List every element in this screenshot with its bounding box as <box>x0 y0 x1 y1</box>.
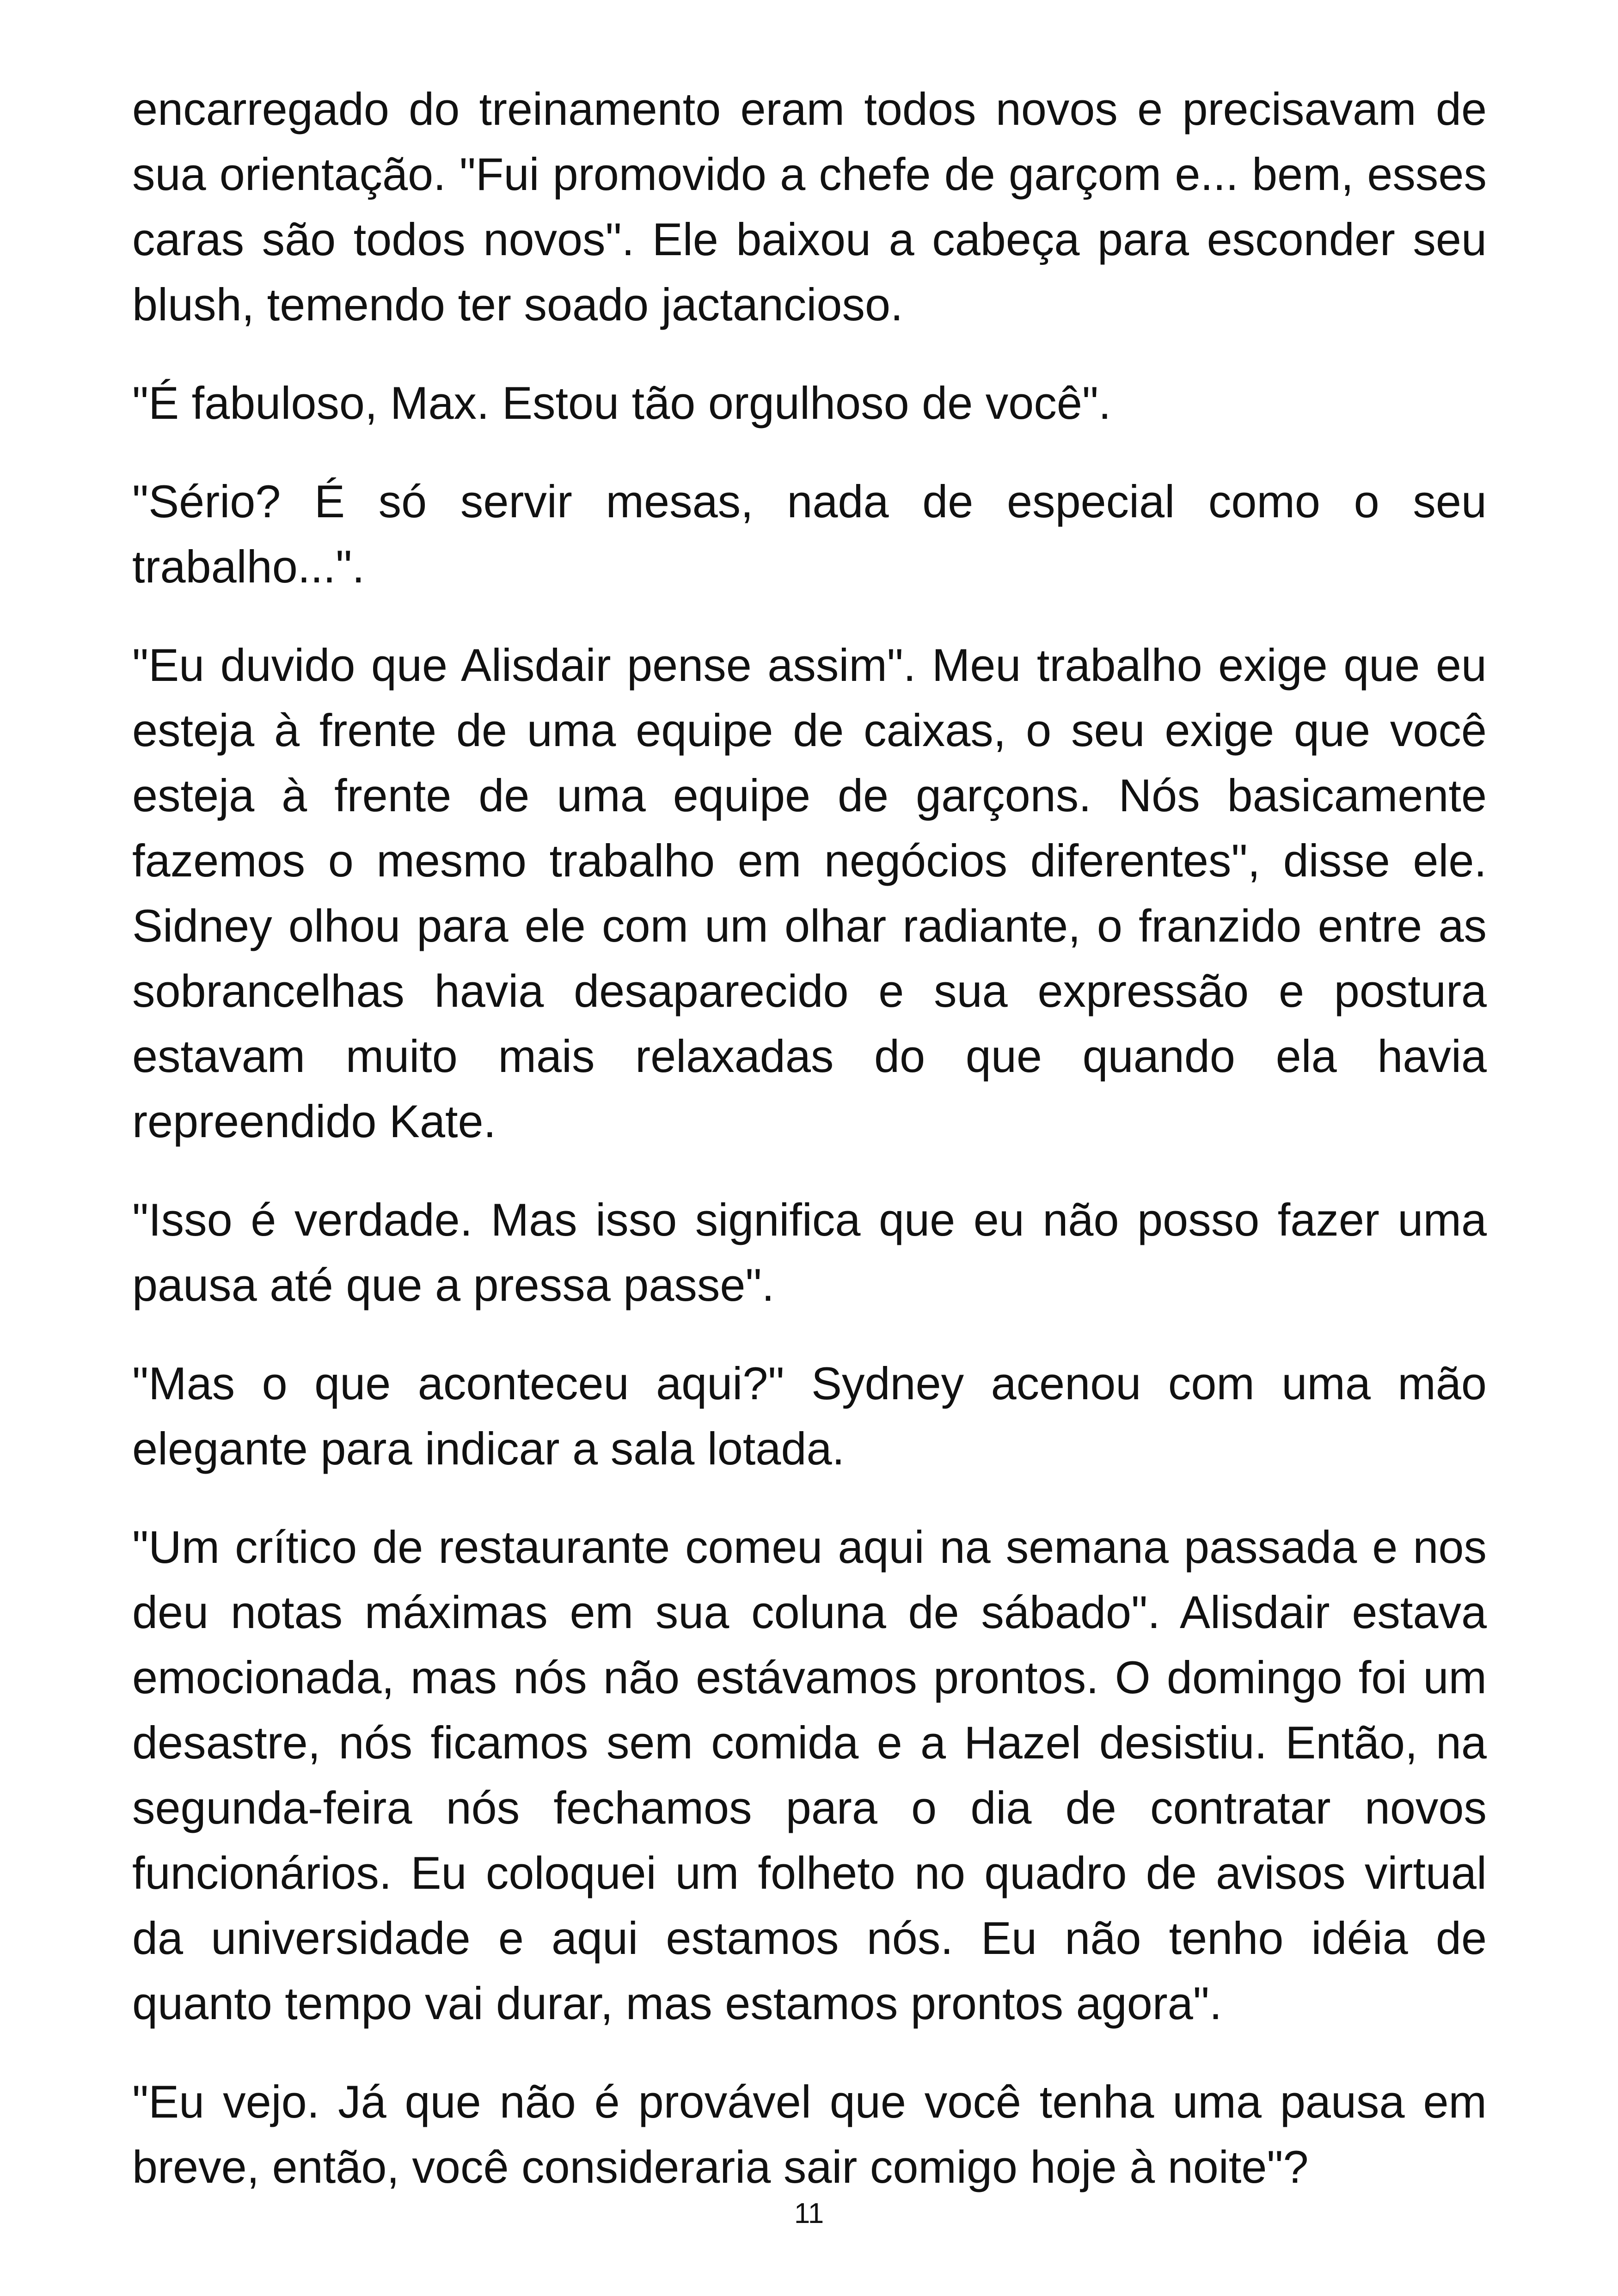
paragraph-1: encarregado do treinamento eram todos novos e precisavam de sua orientação. "Fui promovido a chefe de garçom e... bem, esses caras são todos novos". Ele baixou a cabeça para esconder seu blush, temendo ter soado jactancioso. <box>132 83 1487 330</box>
page-number: 11 <box>794 2198 824 2229</box>
paragraph-6: "Mas o que aconteceu aqui?" Sydney acenou com uma mão elegante para indicar a sala lotada. <box>132 1358 1487 1474</box>
paragraph-4: "Eu duvido que Alisdair pense assim". Meu trabalho exige que eu esteja à frente de uma equipe de caixas, o seu exige que você esteja à frente de uma equipe de garçons. Nós basicamente fazemos o mesmo trabalho em negócios diferentes", disse ele. Sidney olhou para ele com um olhar radiante, o franzido entre as sobrancelhas havia desaparecido e sua expressão e postura estavam muito mais relaxadas do que quando ela havia repreendido Kate. <box>132 639 1487 1147</box>
paragraph-8: "Eu vejo. Já que não é provável que você tenha uma pausa em breve, então, você consideraria sair comigo hoje à noite"? <box>132 2076 1487 2192</box>
paragraph-3: "Sério? É só servir mesas, nada de especial como o seu trabalho...". <box>132 476 1487 592</box>
paragraph-5: "Isso é verdade. Mas isso significa que eu não posso fazer uma pausa até que a pressa passe". <box>132 1194 1487 1310</box>
paragraph-2: "É fabuloso, Max. Estou tão orgulhoso de você". <box>132 377 1111 429</box>
body-text <box>132 76 1487 2233</box>
paragraph-7: "Um crítico de restaurante comeu aqui na semana passada e nos deu notas máximas em sua coluna de sábado". Alisdair estava emocionada, mas nós não estávamos prontos. O domingo foi um desastre, nós ficamos sem comida e a Hazel desistiu. Então, na segunda-feira nós fechamos para o dia de contratar novos funcionários. Eu coloquei um folheto no quadro de avisos virtual da universidade e aqui estamos nós. Eu não tenho idéia de quanto tempo vai durar, mas estamos prontos agora". <box>132 1521 1487 2029</box>
